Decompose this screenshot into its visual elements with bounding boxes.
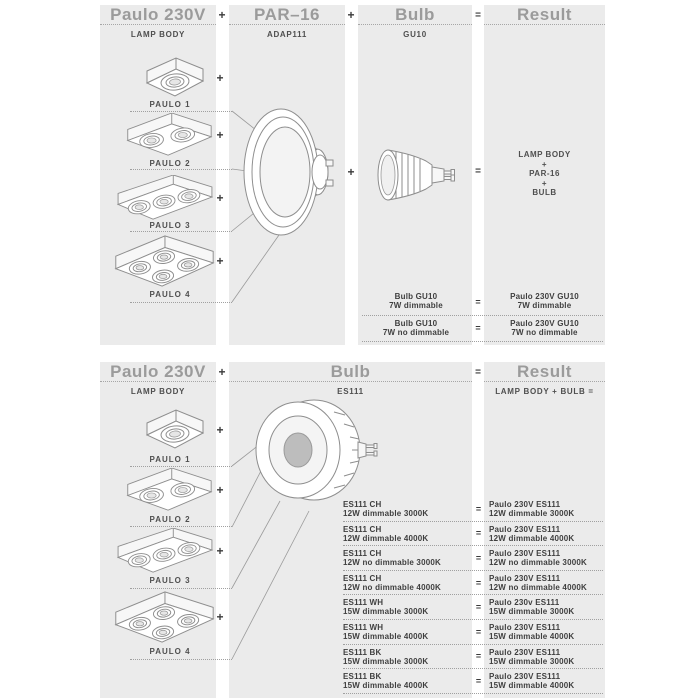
lamp-body-label: PAULO 4	[149, 290, 191, 299]
equals-operator: =	[475, 626, 482, 637]
paulo-4-fixture-icon	[108, 234, 220, 288]
bulb-spec: ES111 CH 12W no dimmable 3000K	[343, 549, 442, 568]
plus-operator: +	[216, 71, 224, 85]
lamp-body-label: PAULO 3	[149, 221, 191, 230]
divider	[130, 466, 232, 467]
paulo-4-fixture-icon	[108, 590, 220, 644]
plus-operator: +	[218, 365, 226, 379]
column-header: Bulb	[358, 5, 472, 25]
column-header: Result	[484, 5, 605, 25]
gu10-spec-rows	[362, 289, 603, 342]
result-spec: Paulo 230V ES111 12W no dimmable 4000K	[489, 573, 588, 592]
result-formula-line: +	[541, 159, 548, 169]
column-subheader: LAMP BODY	[130, 387, 186, 396]
divider	[130, 169, 232, 170]
spec-row	[343, 669, 603, 694]
spec-row	[343, 595, 603, 620]
result-spec: Paulo 230V ES111 15W dimmable 4000K	[489, 622, 575, 641]
divider	[130, 588, 232, 589]
par16-adapter-icon	[241, 106, 335, 240]
result-formula	[484, 150, 605, 198]
equals-operator: =	[475, 602, 482, 613]
plus-operator: +	[216, 423, 224, 437]
result-formula-line: +	[541, 178, 548, 188]
result-spec: Paulo 230V ES111 12W no dimmable 3000K	[489, 549, 588, 568]
result-spec: Paulo 230v ES111 15W dimmable 3000K	[489, 598, 575, 617]
lamp-body-label: PAULO 4	[149, 647, 191, 656]
plus-operator: +	[216, 128, 224, 142]
equals-operator: =	[475, 651, 482, 662]
equals-operator: =	[475, 577, 482, 588]
lamp-body-label: PAULO 1	[149, 455, 191, 464]
result-spec: Paulo 230V ES111 15W dimmable 4000K	[489, 672, 575, 691]
plus-operator: +	[216, 254, 224, 268]
result-spec: Paulo 230V ES111 12W dimmable 4000K	[489, 524, 575, 543]
column-subheader: ADAP111	[266, 30, 308, 39]
divider	[130, 231, 232, 232]
divider	[130, 526, 232, 527]
bulb-spec: ES111 CH 12W dimmable 3000K	[343, 500, 429, 518]
divider	[130, 302, 232, 303]
result-spec: Paulo 230V ES111 12W dimmable 3000K	[489, 500, 575, 518]
plus-operator: +	[347, 165, 355, 179]
bulb-spec: Bulb GU10 7W dimmable	[389, 292, 443, 310]
bulb-spec: ES111 WH 15W dimmable 4000K	[343, 622, 429, 641]
equals-operator: =	[475, 552, 482, 563]
column-header: PAR–16	[229, 5, 345, 25]
paulo-2-fixture-icon	[118, 468, 220, 512]
divider	[130, 659, 232, 660]
column-subheader: LAMP BODY + BULB =	[495, 387, 594, 396]
plus-operator: +	[216, 544, 224, 558]
es111-bulb-icon	[252, 390, 378, 510]
equals-operator: =	[475, 166, 481, 177]
bulb-spec: ES111 CH 12W no dimmable 4000K	[343, 573, 442, 592]
bulb-spec: ES111 CH 12W dimmable 4000K	[343, 524, 429, 543]
spec-row	[343, 571, 603, 596]
plus-operator: +	[347, 8, 355, 22]
result-formula-line: PAR-16	[529, 169, 560, 178]
column-header: Paulo 230V	[100, 362, 216, 382]
spec-row	[343, 546, 603, 571]
paulo-2-fixture-icon	[118, 113, 220, 157]
plus-operator: +	[216, 191, 224, 205]
spec-row	[362, 316, 603, 343]
spec-row	[343, 522, 603, 547]
lamp-body-label: PAULO 1	[149, 100, 191, 109]
equals-operator: =	[475, 675, 482, 686]
result-spec: Paulo 230V GU10 7W no dimmable	[510, 318, 579, 337]
column-subheader: LAMP BODY	[130, 30, 186, 39]
lamp-body-label: PAULO 2	[149, 159, 191, 168]
equals-operator: =	[475, 528, 482, 539]
lamp-body-label: PAULO 3	[149, 576, 191, 585]
column-subheader: ES111	[337, 387, 364, 396]
es111-spec-rows	[343, 497, 603, 694]
column-header: Paulo 230V	[100, 5, 216, 25]
bulb-spec: ES111 BK 15W dimmable 4000K	[343, 672, 429, 691]
bulb-spec: Bulb GU10 7W no dimmable	[382, 318, 450, 337]
spec-row	[362, 289, 603, 316]
equals-operator: =	[475, 296, 481, 307]
column-header: Bulb	[229, 362, 472, 382]
paulo-3-fixture-icon	[110, 175, 220, 221]
gu10-bulb-icon	[374, 146, 462, 204]
bulb-spec: ES111 WH 15W dimmable 3000K	[343, 598, 429, 617]
bulb-spec: ES111 BK 15W dimmable 3000K	[343, 647, 429, 666]
spec-row	[343, 497, 603, 522]
lamp-body-label: PAULO 2	[149, 515, 191, 524]
equals-operator: =	[475, 323, 481, 334]
plus-operator: +	[216, 610, 224, 624]
result-spec: Paulo 230V GU10 7W dimmable	[510, 292, 579, 310]
paulo-1-fixture-icon	[133, 56, 217, 100]
result-formula-line: BULB	[532, 188, 557, 197]
paulo-3-fixture-icon	[110, 528, 220, 574]
paulo-1-fixture-icon	[133, 408, 217, 452]
equals-operator: =	[475, 367, 481, 378]
column-subheader: GU10	[403, 30, 427, 39]
plus-operator: +	[216, 483, 224, 497]
plus-operator: +	[218, 8, 226, 22]
column-header: Result	[484, 362, 605, 382]
equals-operator: =	[475, 503, 482, 514]
equals-operator: =	[475, 10, 481, 21]
spec-row	[343, 645, 603, 670]
divider	[130, 111, 232, 112]
result-spec: Paulo 230V ES111 15W dimmable 3000K	[489, 647, 575, 666]
result-formula-line: LAMP BODY	[518, 150, 571, 159]
spec-row	[343, 620, 603, 645]
